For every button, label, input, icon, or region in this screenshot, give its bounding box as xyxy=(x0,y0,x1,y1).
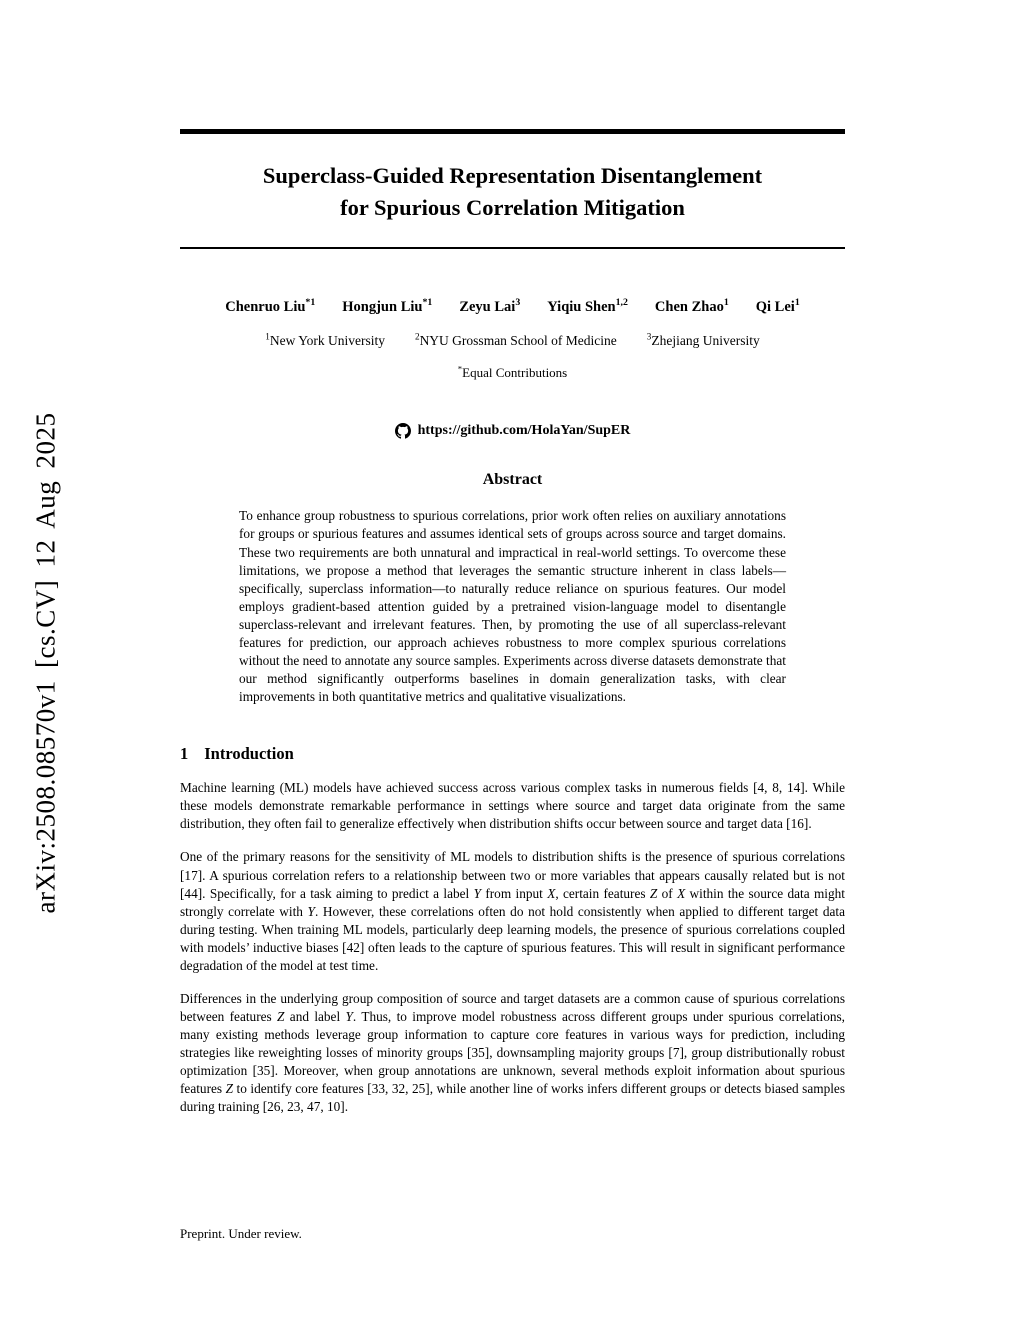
intro-paragraph-2: One of the primary reasons for the sensitivity of ML models to distribution shifts is the presence of spurious correlations [17]. A spurious correlation refers to a relationship between two or more variables that appears causally related but is not [44]. Specifically, for a task aiming to predict a label Y from input X, certain features Z of X within the source data might strongly correlate with Y. However, these correlations often do not hold consistently when applied to different target data during testing. When training ML models, particularly deep learning models, the presence of spurious correlations coupled with models’ inductive biases [42] often leads to the capture of spurious features. This will result in significant performance degradation of the model at test time. xyxy=(180,849,845,973)
paper-title xyxy=(180,160,845,224)
paper-title-line1: Superclass-Guided Representation Disentanglement xyxy=(262,163,763,188)
author: Yiqiu Shen$^{1,2}$ xyxy=(547,297,628,316)
footer-preprint-note: Preprint. Under review. xyxy=(180,1226,302,1241)
equal-contrib-sup: * xyxy=(457,364,463,375)
github-icon xyxy=(395,423,411,439)
title-rule-bottom xyxy=(180,247,845,249)
title-rule-top xyxy=(180,129,845,134)
arxiv-watermark: arXiv:2508.08570v1 [cs.CV] 12 Aug 2025 xyxy=(30,412,61,914)
affiliation: $^2$NYU Grossman School of Medicine xyxy=(414,331,617,349)
author-affil-sup: 3 xyxy=(515,297,521,309)
equal-contributions-note xyxy=(180,365,845,381)
author: Hongjun Liu$^{*1}$ xyxy=(342,297,433,316)
github-link[interactable]: https://github.com/HolaYan/SupER xyxy=(417,423,631,439)
author-affil-sup: *1 xyxy=(422,297,433,309)
paper-content xyxy=(180,0,845,1117)
author: Chen Zhao$^1$ xyxy=(654,297,729,316)
author: Zeyu Lai$^3$ xyxy=(459,297,521,316)
affiliation: $^3$Zhejiang University xyxy=(646,331,760,349)
section-number: 1 xyxy=(180,744,189,764)
paper-title-line2: for Spurious Correlation Mitigation xyxy=(340,195,685,221)
github-link-row xyxy=(180,423,845,439)
authors-row xyxy=(180,299,845,316)
author: Qi Lei$^1$ xyxy=(755,297,800,316)
author-affil-sup: 1,2 xyxy=(615,297,628,309)
abstract-text: To enhance group robustness to spurious correlations, prior work often relies on auxiliary annotations for groups or spurious features and assumes identical sets of groups across source and target domains. These two requirements are both unnatural and impractical in real-world settings. To overcome these limitations, we propose a method that leverages the semantic structure inherent in class labels—specifically, superclass information—to naturally reduce reliance on spurious features. Our model employs gradient-based attention guided by a pretrained vision-language model to disentangle superclass-relevant and irrelevant features. Then, by promoting the use of all superclass-relevant features for prediction, our approach achieves robustness to more complex spurious correlations without the need to annotate any source samples. Experiments across diverse datasets demonstrate that our method significantly outperforms baselines in domain generalization tasks, with clear improvements in both quantitative metrics and qualitative visualizations. xyxy=(239,508,786,705)
author: Chenruo Liu$^{*1}$ xyxy=(225,297,316,316)
author-affil-sup: 1 xyxy=(723,297,729,309)
abstract-heading: Abstract xyxy=(482,471,543,489)
equal-contrib-text: Equal Contributions xyxy=(462,365,568,381)
section-heading-introduction xyxy=(180,744,845,764)
affiliations-row xyxy=(180,333,845,349)
intro-paragraph-3: Differences in the underlying group composition of source and target datasets are a common cause of spurious correlations between features Z and label Y. Thus, to improve model robustness across different groups under spurious correlations, many existing methods leverage group information to capture core features in various ways for prediction, including strategies like reweighting losses of minority groups [35], downsampling majority groups [7], group distributionally robust optimization [35]. Moreover, when group annotations are unknown, several methods exploit information about spurious features Z to identify core features [33, 32, 25], while another line of works infers different groups or detects biased samples during training [26, 23, 47, 10]. xyxy=(180,990,846,1115)
author-affil-sup: *1 xyxy=(305,297,316,309)
section-title: Introduction xyxy=(204,744,294,764)
author-affil-sup: 1 xyxy=(794,297,800,309)
affiliation: $^1$New York University xyxy=(265,331,385,349)
intro-paragraph-1: Machine learning (ML) models have achieved success across various complex tasks in numerous fields [4, 8, 14]. While these models demonstrate remarkable performance in settings where source and target data originate from the same distribution, they often fail to generalize effectively when distribution shifts occur between source and target data [16]. xyxy=(180,780,845,832)
